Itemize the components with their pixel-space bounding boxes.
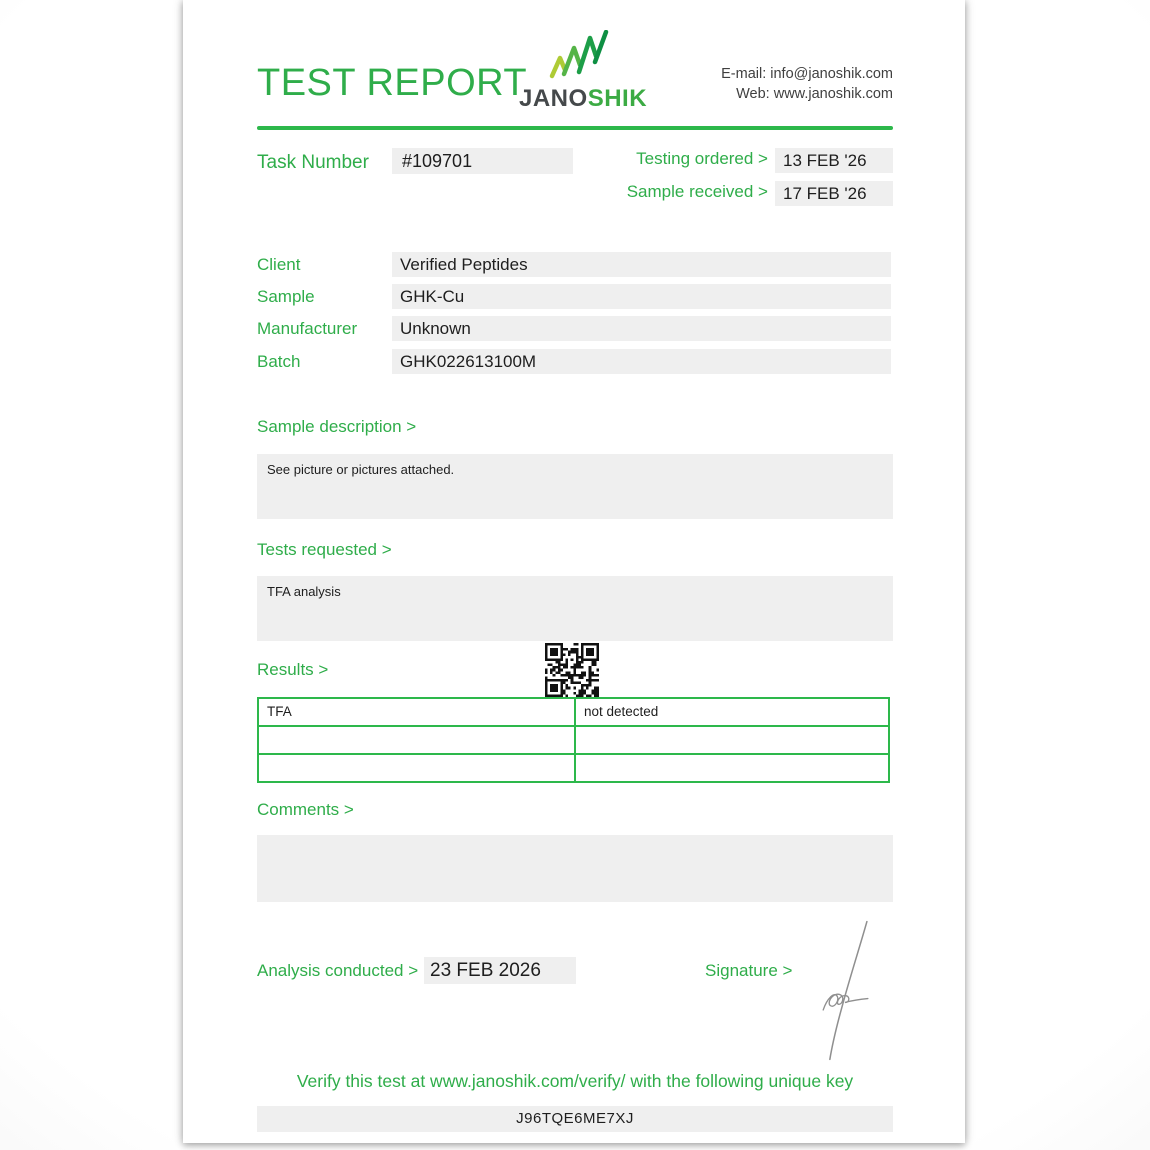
testing-ordered-label: Testing ordered > — [636, 149, 768, 168]
field-label-batch: Batch — [257, 352, 301, 371]
verify-instruction: Verify this test at www.janoshik.com/verify/ with the following unique key — [296, 1071, 854, 1091]
field-label-manufacturer: Manufacturer — [257, 319, 358, 338]
sample-description-text: See picture or pictures attached. — [267, 462, 455, 477]
sample-received-label: Sample received > — [626, 182, 768, 201]
testing-ordered-value: 13 FEB '26 — [775, 148, 893, 173]
field-label-client: Client — [257, 255, 301, 274]
tests-requested-label: Tests requested > — [257, 540, 392, 559]
contact-block — [721, 64, 893, 104]
comments-text — [257, 835, 893, 851]
sample-description-box — [257, 454, 893, 519]
analysis-conducted-value: 23 FEB 2026 — [424, 957, 576, 984]
comments-box — [257, 835, 893, 902]
tests-requested-box — [257, 576, 893, 641]
contact-web: Web: www.janoshik.com — [736, 86, 893, 102]
logo-word-dark: JANO — [519, 85, 588, 112]
tests-requested-text: TFA analysis — [267, 584, 341, 599]
comments-label: Comments > — [257, 800, 354, 819]
field-value-client: Verified Peptides — [392, 252, 891, 277]
contact-email: E-mail: info@janoshik.com — [721, 66, 893, 82]
field-label-sample: Sample — [257, 287, 315, 306]
report-page — [183, 0, 965, 1143]
results-cell-value: not detected — [576, 699, 888, 727]
qr-code — [545, 643, 599, 697]
results-label: Results > — [257, 660, 329, 679]
field-value-batch: GHK022613100M — [392, 349, 891, 374]
task-number-label: Task Number — [257, 152, 369, 173]
signature-handwriting — [808, 916, 884, 1069]
verify-key: J96TQE6ME7XJ — [257, 1106, 893, 1132]
page-title: TEST REPORT — [257, 62, 528, 104]
results-cell-name: TFA — [259, 699, 576, 727]
results-cell-value — [576, 727, 888, 755]
sample-description-label: Sample description > — [257, 417, 417, 436]
field-value-sample: GHK-Cu — [392, 284, 891, 309]
header-divider — [257, 126, 893, 130]
results-cell-name — [259, 755, 576, 781]
results-cell-name — [259, 727, 576, 755]
analysis-conducted-label: Analysis conducted > — [257, 961, 419, 980]
logo — [519, 30, 648, 113]
results-cell-value — [576, 755, 888, 781]
results-table — [257, 697, 890, 783]
field-value-manufacturer: Unknown — [392, 316, 891, 341]
logo-wordmark — [519, 85, 648, 113]
signature-label: Signature > — [705, 961, 793, 980]
logo-word-green: SHIK — [587, 85, 648, 112]
sample-received-value: 17 FEB '26 — [775, 181, 893, 206]
logo-chart-icon — [534, 30, 626, 80]
task-number-value: #109701 — [392, 148, 573, 174]
